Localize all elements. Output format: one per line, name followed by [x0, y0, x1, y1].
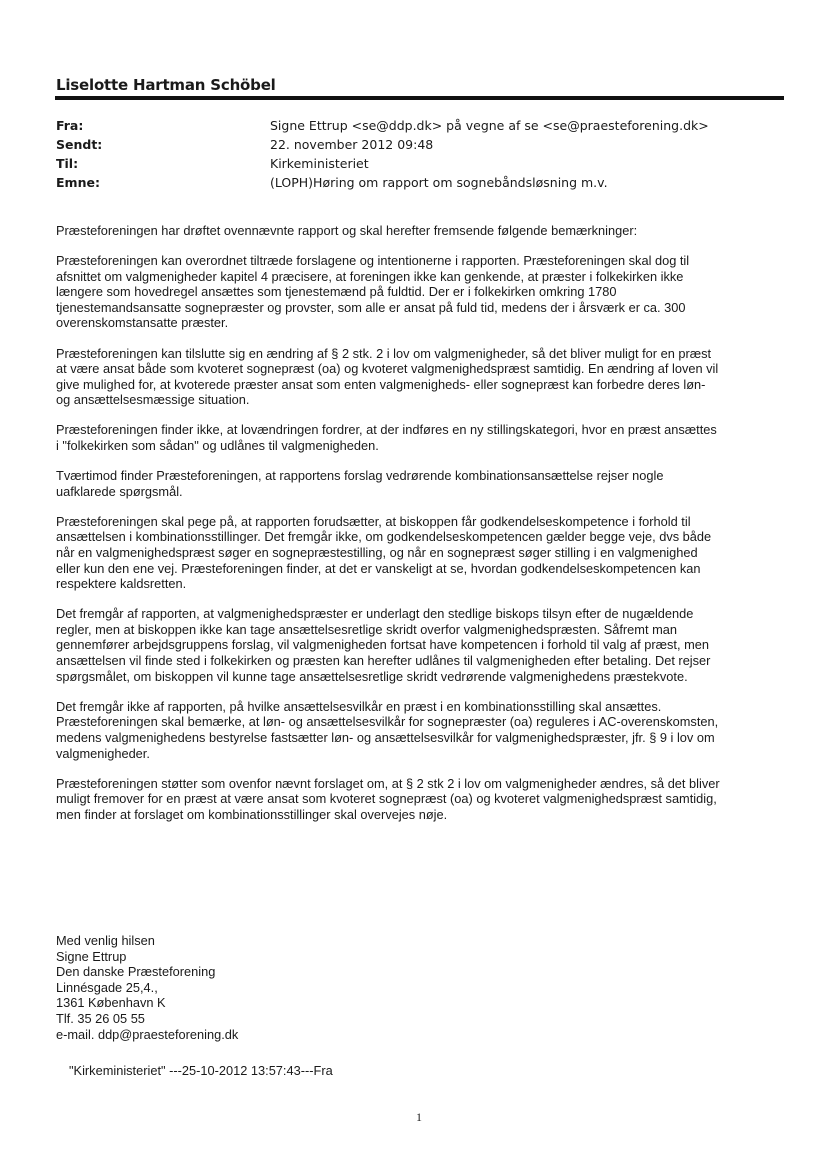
subject-label: Emne: [56, 175, 100, 190]
header-rule [55, 96, 784, 100]
body-paragraph-9: Præsteforeningen støtter som ovenfor nævnt forslaget om, at § 2 stk 2 i lov om valgmenigheder ændres, så det bliver muligt fremover for en præst at være ansat som kvoteret sognepræst (oa) og kvoteret valgmenighedspræst samtidig, men finder at forslaget om kombinationsstillinger skal overvejes nøje. [56, 775, 720, 822]
email-body [56, 223, 796, 837]
from-label: Fra: [56, 118, 84, 133]
sent-label: Sendt: [56, 137, 103, 152]
to-label: Til: [56, 156, 79, 171]
body-paragraph-1: Præsteforeningen har drøftet ovennævnte rapport og skal herefter fremsende følgende bemærkninger: [56, 223, 638, 238]
body-paragraph-3: Præsteforeningen kan tilslutte sig en ændring af § 2 stk. 2 i lov om valgmenigheder, så det bliver muligt for en præst at være ansat både som kvoteret sognepræst (oa) og kvoteret valgmenighedspræst samtidig. En ændring af loven vil give mulighed for, at kvoterede præster ansat som enten valgmenigheds- eller sognepræst kan forbedre deres løn- og ansættelsesmæssige situation. [56, 345, 719, 408]
mailbox-owner-name: Liselotte Hartman Schöbel [56, 76, 276, 94]
body-paragraph-7: Det fremgår af rapporten, at valgmenighedspræster er underlagt den stedlige biskops tilsyn efter de nugældende regler, men at biskoppen ikke kan tage ansættelsesretlige skridt overfor valgmenighedspræsten. Såfremt man gennemfører arbejdsgruppens forslag, vil valgmenigheden fortsat have kompetencen i forhold til valg af præst, men ansættelsen vil finde sted i folkekirken og præsten kan herefter udlånes til valgmenigheden efter betaling. Det rejser spørgsmålet, om biskoppen vil kunne tage ansættelsesretlige skridt vedrørende valgmenighedens præstekvote. [56, 606, 711, 684]
body-paragraph-4: Præsteforeningen finder ikke, at lovændringen fordrer, at der indføres en ny stillingskategori, hvor en præst ansættes i "folkekirken som sådan" og udlånes til valgmenigheden. [56, 422, 717, 454]
to-value: Kirkeministeriet [270, 156, 369, 171]
forward-line: "Kirkeministeriet" ---25-10-2012 13:57:43---Fra [69, 1063, 333, 1078]
signature-block: Med venlig hilsen Signe Ettrup Den danske Præsteforening Linnésgade 25,4., 1361 København K Tlf. 35 26 05 55 e-mail. ddp@praesteforening.dk [56, 933, 239, 1042]
page-number: 1 [416, 1110, 422, 1124]
subject-value: (LOPH)Høring om rapport om sognebåndsløsning m.v. [270, 175, 608, 190]
body-paragraph-8: Det fremgår ikke af rapporten, på hvilke ansættelsesvilkår en præst i en kombinationsstilling skal ansættes. Præsteforeningen skal bemærke, at løn- og ansættelsesvilkår for sognepræster (oa) reguleres i AC-overenskomsten, medens valgmenighedens bestyrelse fastsætter løn- og ansættelsesvilkår for valgmenighedspræster, jfr. § 9 i lov om valgmenigheder. [56, 698, 719, 761]
from-value: Signe Ettrup <se@ddp.dk> på vegne af se <se@praesteforening.dk> [270, 118, 709, 133]
body-paragraph-5: Tværtimod finder Præsteforeningen, at rapportens forslag vedrørende kombinationsansættelse rejser nogle uafklarede spørgsmål. [56, 468, 664, 499]
body-paragraph-6: Præsteforeningen skal pege på, at rapporten forudsætter, at biskoppen får godkendelseskompetence i forhold til ansættelsen i kombinationsstillinger. Det fremgår ikke, om godkendelseskompetencen gælder begge veje, dvs både når en valgmenighedspræst søger en sognepræstestilling, og når en sognepræst søger stilling i en valgmenighed eller kun den ene vej. Præsteforeningen finder, at det er vanskeligt at se, hvordan godkendelseskompetencen kan respektere kaldsretten. [56, 513, 712, 592]
body-paragraph-2: Præsteforeningen kan overordnet tiltræde forslagene og intentionerne i rapporten. Præsteforeningen skal dog til afsnittet om valgmenigheder kapitel 4 præcisere, at foreningen ikke kan genkende, at præster i folkekirken ikke længere som hovedregel ansættes som tjenestemænd på fuldtid. Der er i folkekirken omkring 1780 tjenestemandsansatte sognepræster og provster, som alle er ansat på fuld tid, medens der i årsværk er ca. 300 overenskomstansatte præster. [56, 253, 690, 331]
sent-value: 22. november 2012 09:48 [270, 137, 434, 152]
